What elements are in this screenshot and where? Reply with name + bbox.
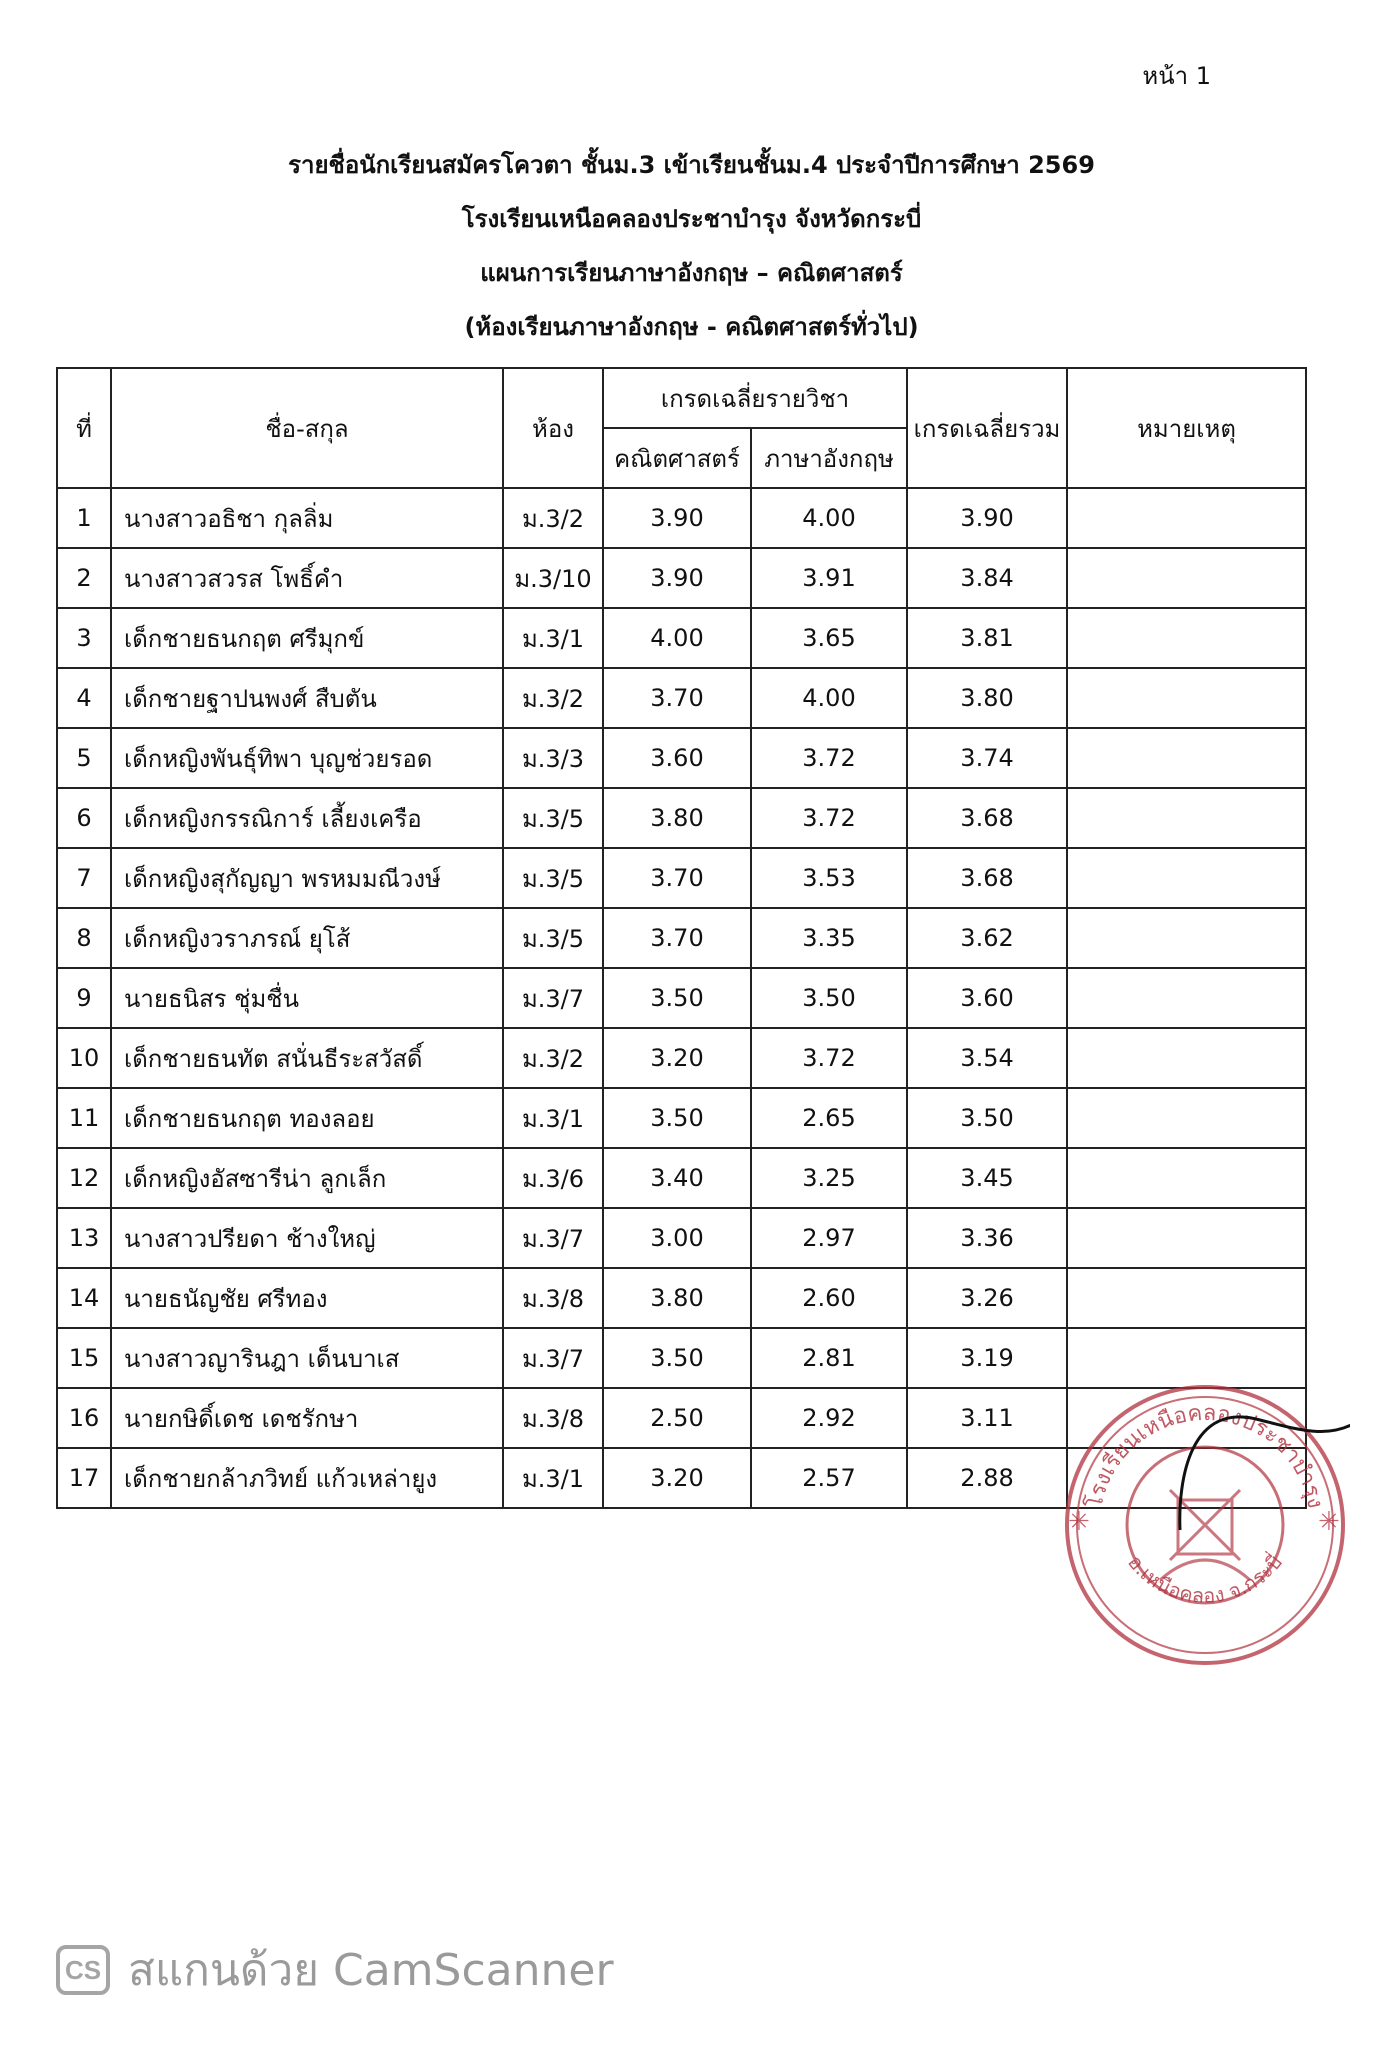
cell-overall: 3.54 <box>907 1028 1067 1088</box>
cell-name: เด็กหญิงพันธุ์ทิพา บุญช่วยรอด <box>111 728 503 788</box>
cell-math: 3.70 <box>603 908 751 968</box>
cell-name: นางสาวญารินฎา เด็นบาเส <box>111 1328 503 1388</box>
cell-overall: 3.19 <box>907 1328 1067 1388</box>
cell-no: 9 <box>57 968 111 1028</box>
cell-english: 2.81 <box>751 1328 907 1388</box>
cell-name: นายธนัญชัย ศรีทอง <box>111 1268 503 1328</box>
table-row <box>57 968 1306 1028</box>
cell-remark <box>1067 968 1306 1028</box>
cell-math: 3.20 <box>603 1028 751 1088</box>
seal-top-text: โรงเรียนเหนือคลองประชาบำรุง <box>1082 1400 1328 1511</box>
cell-remark <box>1067 1268 1306 1328</box>
cell-math: 3.90 <box>603 488 751 548</box>
cell-no: 4 <box>57 668 111 728</box>
camscanner-logo-icon: CS <box>56 1945 110 1995</box>
cell-math: 3.60 <box>603 728 751 788</box>
header-name: ชื่อ-สกุล <box>111 368 503 488</box>
cell-english: 2.60 <box>751 1268 907 1328</box>
cell-room: ม.3/2 <box>503 668 603 728</box>
cell-overall: 3.11 <box>907 1388 1067 1448</box>
cell-no: 13 <box>57 1208 111 1268</box>
cell-english: 3.35 <box>751 908 907 968</box>
cell-room: ม.3/8 <box>503 1268 603 1328</box>
table-row <box>57 908 1306 968</box>
cell-room: ม.3/10 <box>503 548 603 608</box>
cell-overall: 3.90 <box>907 488 1067 548</box>
cell-name: เด็กหญิงสุกัญญา พรหมมณีวงษ์ <box>111 848 503 908</box>
seal-bottom-text: อ.เหนือคลอง จ.กระบี่ <box>1123 1550 1287 1608</box>
cell-no: 2 <box>57 548 111 608</box>
table-row <box>57 848 1306 908</box>
table-row <box>57 548 1306 608</box>
watermark-text: สแกนด้วย CamScanner <box>128 1945 614 1996</box>
table-row <box>57 1148 1306 1208</box>
cell-overall: 3.62 <box>907 908 1067 968</box>
table-row <box>57 608 1306 668</box>
cell-name: เด็กชายธนกฤต ศรีมุกข์ <box>111 608 503 668</box>
cell-room: ม.3/1 <box>503 1088 603 1148</box>
cell-english: 3.65 <box>751 608 907 668</box>
cell-no: 15 <box>57 1328 111 1388</box>
cell-math: 3.80 <box>603 1268 751 1328</box>
cell-remark <box>1067 1328 1306 1388</box>
cell-remark <box>1067 1088 1306 1148</box>
cell-remark <box>1067 548 1306 608</box>
cell-remark <box>1067 488 1306 548</box>
cell-remark <box>1067 728 1306 788</box>
table-row <box>57 488 1306 548</box>
cell-remark <box>1067 668 1306 728</box>
cell-room: ม.3/7 <box>503 968 603 1028</box>
header-no: ที่ <box>57 368 111 488</box>
cell-overall: 3.45 <box>907 1148 1067 1208</box>
table-row <box>57 1328 1306 1388</box>
cell-no: 7 <box>57 848 111 908</box>
cell-overall: 3.74 <box>907 728 1067 788</box>
cell-room: ม.3/8 <box>503 1388 603 1448</box>
cell-remark <box>1067 908 1306 968</box>
cell-room: ม.3/3 <box>503 728 603 788</box>
cell-math: 3.70 <box>603 668 751 728</box>
header-subject-average: เกรดเฉลี่ยรายวิชา <box>603 368 907 428</box>
cell-english: 3.50 <box>751 968 907 1028</box>
header-room: ห้อง <box>503 368 603 488</box>
title-line-1: รายชื่อนักเรียนสมัครโควตา ชั้นม.3 เข้าเรียนชั้นม.4 ประจำปีการศึกษา 2569 <box>288 151 1095 179</box>
cell-english: 3.25 <box>751 1148 907 1208</box>
cell-name: นางสาวอธิชา กุลลิ่ม <box>111 488 503 548</box>
cell-name: นางสาวสวรส โพธิ์คำ <box>111 548 503 608</box>
cell-english: 3.91 <box>751 548 907 608</box>
cell-overall: 3.36 <box>907 1208 1067 1268</box>
cell-name: นายกษิดิ์เดช เดชรักษา <box>111 1388 503 1448</box>
header-remark: หมายเหตุ <box>1067 368 1306 488</box>
seal-star-left-icon: ✳ <box>1068 1507 1090 1537</box>
cell-english: 4.00 <box>751 488 907 548</box>
cell-no: 6 <box>57 788 111 848</box>
cell-room: ม.3/5 <box>503 848 603 908</box>
cell-overall: 3.26 <box>907 1268 1067 1328</box>
cell-room: ม.3/6 <box>503 1148 603 1208</box>
table-row <box>57 1028 1306 1088</box>
cell-overall: 3.50 <box>907 1088 1067 1148</box>
cell-remark <box>1067 1028 1306 1088</box>
cell-remark <box>1067 788 1306 848</box>
cell-math: 3.50 <box>603 1088 751 1148</box>
cell-math: 3.00 <box>603 1208 751 1268</box>
cell-overall: 3.68 <box>907 788 1067 848</box>
page-number: หน้า 1 <box>1142 62 1211 90</box>
title-line-4: (ห้องเรียนภาษาอังกฤษ - คณิตศาสตร์ทั่วไป) <box>464 313 919 341</box>
cell-overall: 3.68 <box>907 848 1067 908</box>
document-titles <box>0 138 1383 354</box>
table-row <box>57 1268 1306 1328</box>
school-seal <box>1060 1380 1350 1670</box>
cell-overall: 3.84 <box>907 548 1067 608</box>
cell-room: ม.3/2 <box>503 1028 603 1088</box>
cell-no: 8 <box>57 908 111 968</box>
cell-name: เด็กชายธนทัต สนั่นธีระสวัสดิ์ <box>111 1028 503 1088</box>
header-english: ภาษาอังกฤษ <box>751 428 907 488</box>
cell-math: 3.70 <box>603 848 751 908</box>
cell-room: ม.3/5 <box>503 908 603 968</box>
cell-english: 2.92 <box>751 1388 907 1448</box>
cell-no: 12 <box>57 1148 111 1208</box>
cell-math: 3.40 <box>603 1148 751 1208</box>
cell-name: นางสาวปรียดา ช้างใหญ่ <box>111 1208 503 1268</box>
table-row <box>57 1208 1306 1268</box>
cell-name: เด็กชายฐาปนพงศ์ สืบตัน <box>111 668 503 728</box>
cell-room: ม.3/2 <box>503 488 603 548</box>
cell-math: 3.20 <box>603 1448 751 1508</box>
cell-remark <box>1067 1208 1306 1268</box>
title-line-3: แผนการเรียนภาษาอังกฤษ – คณิตศาสตร์ <box>480 259 903 287</box>
table-row <box>57 1088 1306 1148</box>
cell-name: เด็กชายกล้าภวิทย์ แก้วเหล่ายูง <box>111 1448 503 1508</box>
cell-english: 2.57 <box>751 1448 907 1508</box>
title-line-2: โรงเรียนเหนือคลองประชาบำรุง จังหวัดกระบี่ <box>461 205 922 233</box>
cell-english: 3.53 <box>751 848 907 908</box>
table-body <box>57 488 1306 1508</box>
cell-english: 2.65 <box>751 1088 907 1148</box>
table-row <box>57 668 1306 728</box>
cell-remark <box>1067 848 1306 908</box>
cell-name: เด็กหญิงอัสซารีน่า ลูกเล็ก <box>111 1148 503 1208</box>
cell-overall: 3.81 <box>907 608 1067 668</box>
cell-overall: 2.88 <box>907 1448 1067 1508</box>
table-row <box>57 788 1306 848</box>
cell-no: 5 <box>57 728 111 788</box>
cell-name: นายธนิสร ชุ่มชื่น <box>111 968 503 1028</box>
cell-no: 10 <box>57 1028 111 1088</box>
cell-math: 4.00 <box>603 608 751 668</box>
table-row <box>57 728 1306 788</box>
cell-math: 3.80 <box>603 788 751 848</box>
cell-no: 11 <box>57 1088 111 1148</box>
cell-math: 2.50 <box>603 1388 751 1448</box>
seal-star-right-icon: ✳ <box>1318 1507 1340 1537</box>
cell-name: เด็กหญิงวราภรณ์ ยุโส้ <box>111 908 503 968</box>
cell-remark <box>1067 608 1306 668</box>
cell-english: 3.72 <box>751 788 907 848</box>
cell-room: ม.3/1 <box>503 608 603 668</box>
cell-overall: 3.60 <box>907 968 1067 1028</box>
cell-math: 3.90 <box>603 548 751 608</box>
cell-english: 3.72 <box>751 1028 907 1088</box>
cell-english: 4.00 <box>751 668 907 728</box>
cell-overall: 3.80 <box>907 668 1067 728</box>
cell-math: 3.50 <box>603 1328 751 1388</box>
cell-no: 17 <box>57 1448 111 1508</box>
cell-room: ม.3/7 <box>503 1208 603 1268</box>
cell-no: 3 <box>57 608 111 668</box>
cell-english: 2.97 <box>751 1208 907 1268</box>
cell-room: ม.3/1 <box>503 1448 603 1508</box>
cell-english: 3.72 <box>751 728 907 788</box>
svg-text:อ.เหนือคลอง จ.กระบี่ <box>1123 1549 1287 1608</box>
cell-name: เด็กชายธนกฤต ทองลอย <box>111 1088 503 1148</box>
cell-no: 14 <box>57 1268 111 1328</box>
cell-no: 1 <box>57 488 111 548</box>
cell-room: ม.3/7 <box>503 1328 603 1388</box>
cell-room: ม.3/5 <box>503 788 603 848</box>
cell-math: 3.50 <box>603 968 751 1028</box>
student-grades-table <box>56 367 1307 1509</box>
header-overall-average: เกรดเฉลี่ยรวม <box>907 368 1067 488</box>
header-math: คณิตศาสตร์ <box>603 428 751 488</box>
scanner-watermark <box>56 1935 614 2005</box>
cell-name: เด็กหญิงกรรณิการ์ เลี้ยงเครือ <box>111 788 503 848</box>
cell-no: 16 <box>57 1388 111 1448</box>
cell-remark <box>1067 1148 1306 1208</box>
